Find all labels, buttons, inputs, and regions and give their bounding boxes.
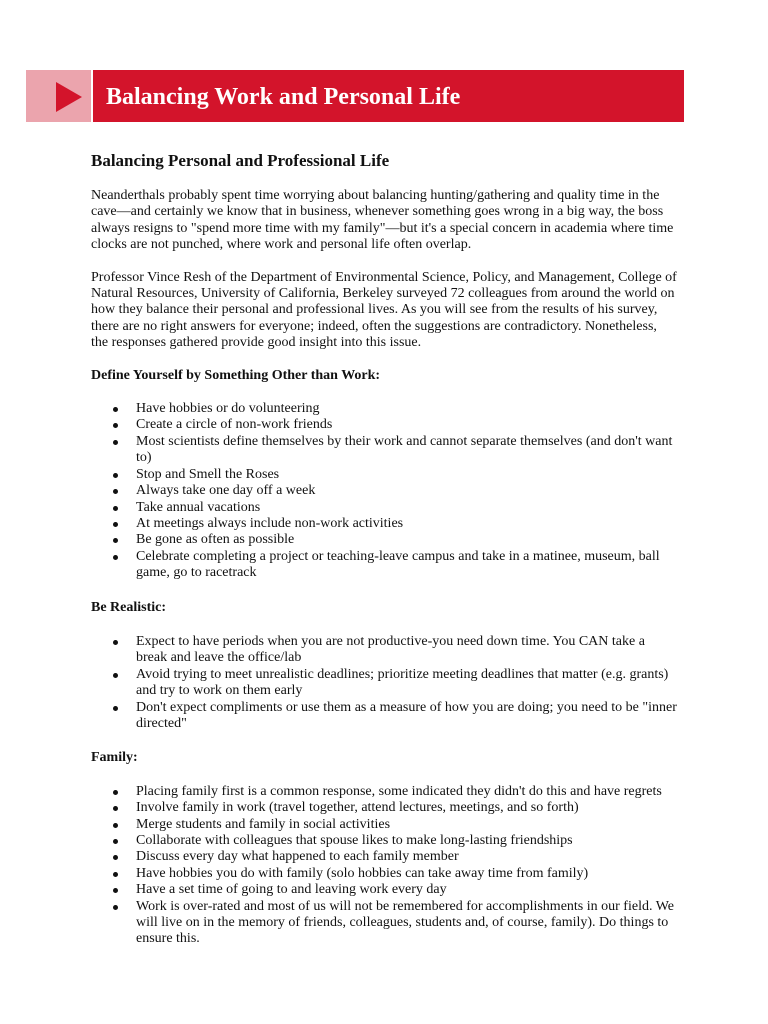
list-item: Merge students and family in social activities [136, 817, 677, 833]
list-item: Be gone as often as possible [136, 532, 677, 548]
bullet-icon [113, 790, 118, 795]
bullet-icon [113, 538, 118, 543]
banner-main-panel [93, 70, 684, 122]
bullet-icon [113, 440, 118, 445]
bullet-icon [113, 555, 118, 560]
list-item: Placing family first is a common response, some indicated they didn't do this and have regrets [136, 784, 677, 800]
list-item: Have a set time of going to and leaving work every day [136, 882, 677, 898]
list-item: Expect to have periods when you are not productive-you need down time. You CAN take a break and leave the office/lab [136, 634, 677, 667]
section-heading-be-realistic: Be Realistic: [91, 599, 167, 615]
bullet-icon [113, 872, 118, 877]
article-title: Balancing Personal and Professional Life [91, 151, 390, 170]
list-item: Avoid trying to meet unrealistic deadlines; prioritize meeting deadlines that matter (e.g. grants) and try to work on them early [136, 667, 677, 700]
list-item: Stop and Smell the Roses [136, 467, 677, 483]
bullet-icon [113, 839, 118, 844]
banner-side-panel [26, 70, 91, 122]
list-item: At meetings always include non-work activities [136, 516, 677, 532]
bullet-icon [113, 506, 118, 511]
bullet-icon [113, 473, 118, 478]
bullet-icon [113, 640, 118, 645]
list-item: Always take one day off a week [136, 483, 677, 499]
list-item: Involve family in work (travel together, attend lectures, meetings, and so forth) [136, 800, 677, 816]
article-body [91, 150, 677, 948]
list-item: Take annual vacations [136, 500, 677, 516]
list-item: Have hobbies you do with family (solo hobbies can take away time from family) [136, 866, 677, 882]
define-yourself-list [91, 401, 677, 581]
list-item: Most scientists define themselves by their work and cannot separate themselves (and don't want to) [136, 434, 677, 467]
section-heading-define-yourself: Define Yourself by Something Other than Work: [91, 367, 381, 383]
list-item: Collaborate with colleagues that spouse likes to make long-lasting friendships [136, 833, 677, 849]
bullet-icon [113, 522, 118, 527]
bullet-icon [113, 905, 118, 910]
bullet-icon [113, 489, 118, 494]
bullet-icon [113, 407, 118, 412]
list-item: Have hobbies or do volunteering [136, 401, 677, 417]
bullet-icon [113, 423, 118, 428]
bullet-icon [113, 888, 118, 893]
intro-paragraph: Neanderthals probably spent time worrying about balancing hunting/gathering and quality time in the cave—and certainly we know that in business, whenever something goes wrong in a big way, the boss always resigns to "spend more time with my family"—but it's a special concern in academia where time clocks are not punched, where work and personal life often overlap. [91, 188, 674, 253]
family-list [91, 784, 677, 948]
bullet-icon [113, 806, 118, 811]
list-item: Create a circle of non-work friends [136, 417, 677, 433]
title-banner [26, 70, 684, 122]
list-item: Don't expect compliments or use them as a measure of how you are doing; you need to be "inner directed" [136, 700, 677, 733]
bullet-icon [113, 673, 118, 678]
play-arrow-icon [56, 82, 82, 112]
bullet-icon [113, 823, 118, 828]
survey-paragraph: Professor Vince Resh of the Department of Environmental Science, Policy, and Management, College of Natural Resources, University of California, Berkeley surveyed 72 colleagues from around the world on how they balance their personal and professional lives. As you will see from the results of his survey, there are no right answers for everyone; indeed, often the suggestions are contradictory. Nonetheless, the responses gathered provide good insight into this issue. [91, 269, 677, 351]
list-item: Discuss every day what happened to each family member [136, 849, 677, 865]
section-heading-family: Family: [91, 750, 138, 766]
be-realistic-list [91, 634, 677, 732]
page-title: Balancing Work and Personal Life [106, 84, 461, 110]
list-item: Celebrate completing a project or teaching-leave campus and take in a matinee, museum, ball game, go to racetrack [136, 549, 677, 582]
bullet-icon [113, 706, 118, 711]
bullet-icon [113, 855, 118, 860]
list-item: Work is over-rated and most of us will not be remembered for accomplishments in our field. We will live on in the memory of friends, colleagues, students and, of course, family). Do things to ensure this. [136, 899, 677, 948]
